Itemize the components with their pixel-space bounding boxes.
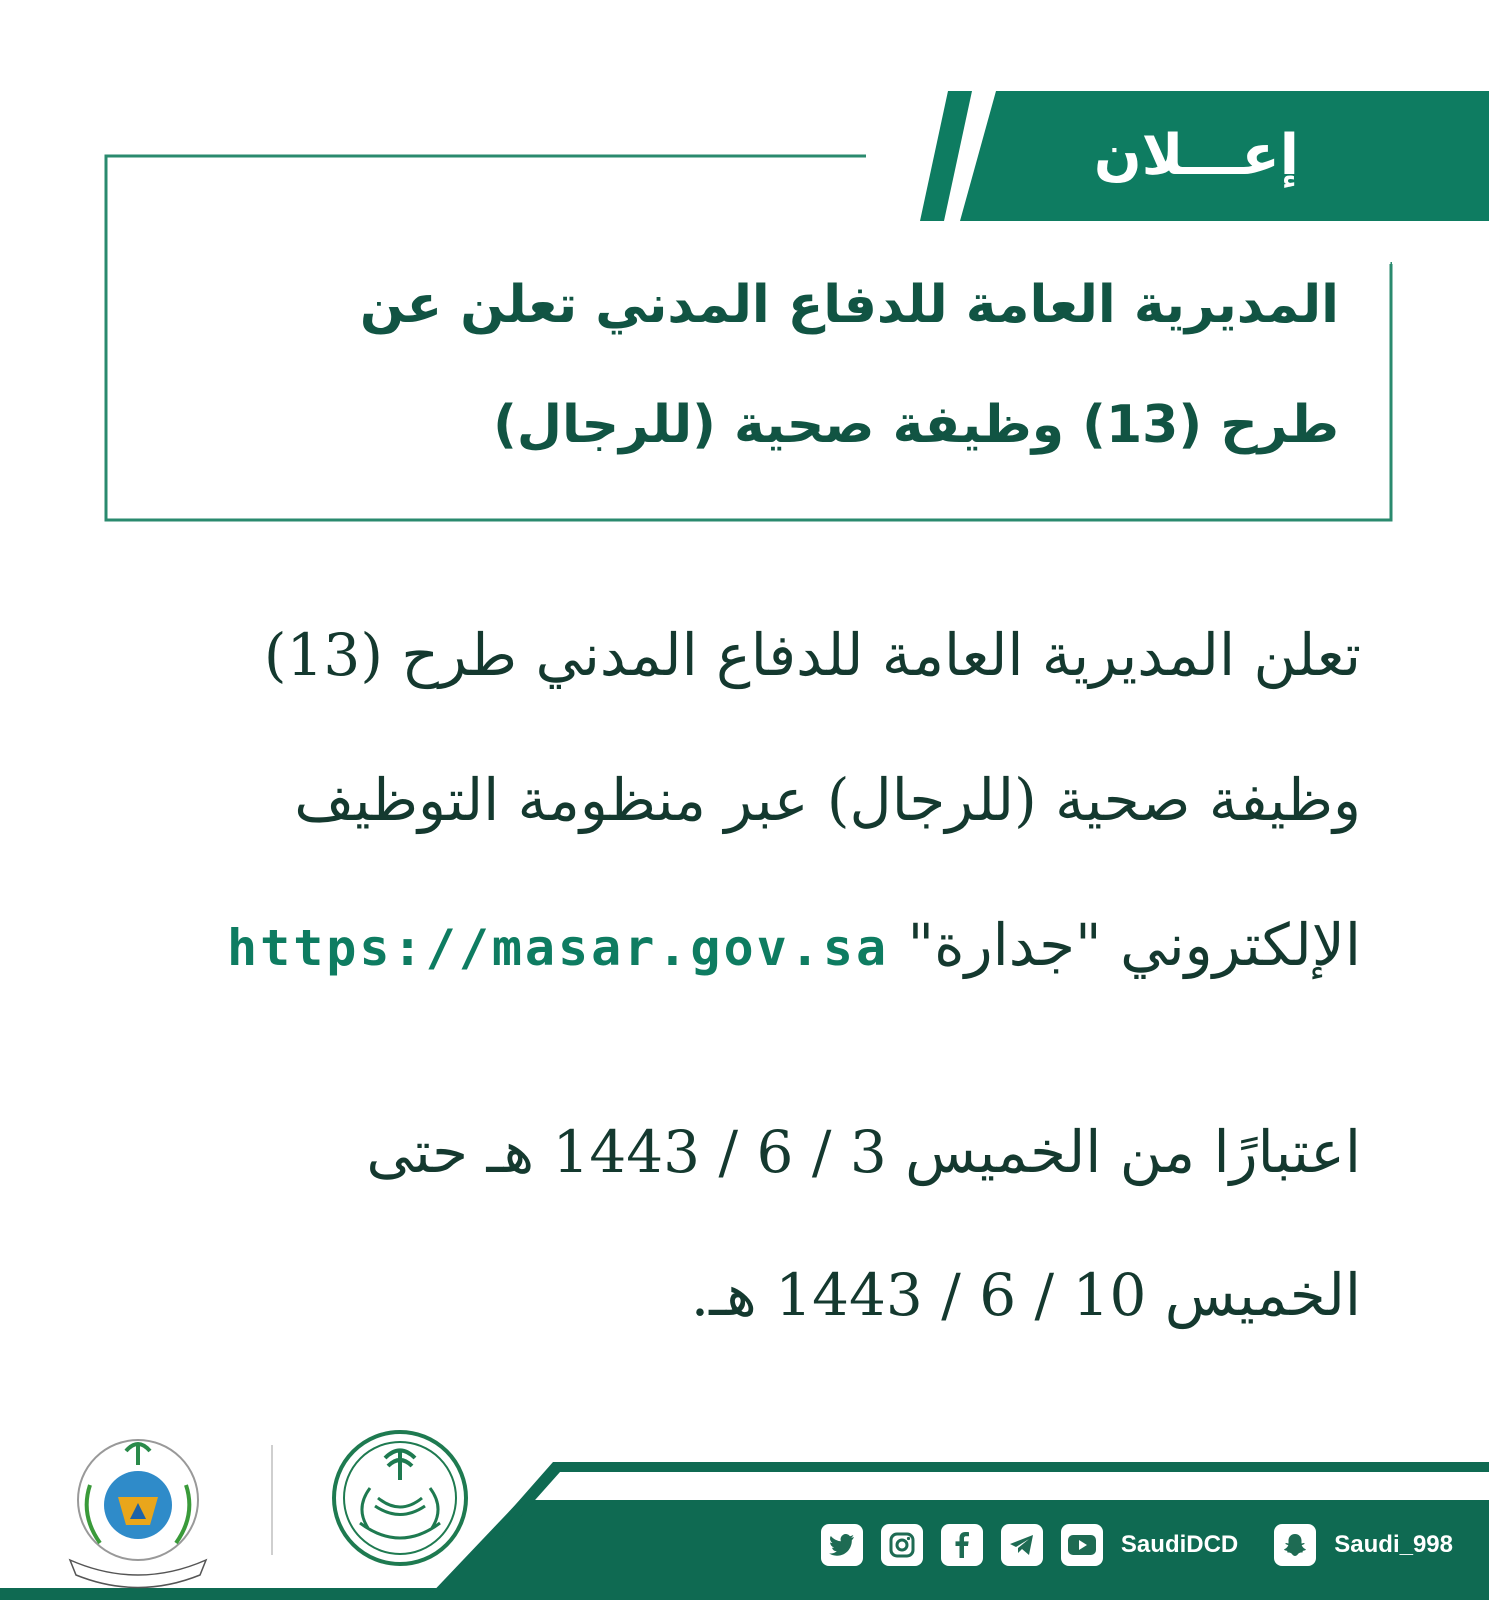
body-line-3-text: الإلكتروني "جدارة" xyxy=(907,911,1361,979)
telegram-icon[interactable] xyxy=(1001,1524,1043,1566)
body-line-3 xyxy=(61,905,1361,988)
title-line-1: المديرية العامة للدفاع المدني تعلن عن xyxy=(359,275,1339,335)
body-line-2: وظيفة صحية (للرجال) عبر منظومة التوظيف xyxy=(294,766,1361,834)
social-handle-main: SaudiDCD xyxy=(1120,1531,1239,1558)
body-line-1: تعلن المديرية العامة للدفاع المدني طرح (13) xyxy=(263,621,1361,689)
social-links xyxy=(821,1520,1453,1570)
social-handle-snapchat: Saudi_998 xyxy=(1334,1531,1453,1558)
ministry-of-interior-logo xyxy=(330,1428,470,1568)
body-line-4: اعتبارًا من الخميس 3 / 6 / 1443 هـ حتى xyxy=(366,1118,1361,1186)
body-line-5: الخميس 10 / 6 / 1443 هـ. xyxy=(690,1261,1361,1329)
announcement-label: إعـــلان xyxy=(1093,123,1299,188)
youtube-icon[interactable] xyxy=(1061,1524,1103,1566)
facebook-icon[interactable] xyxy=(941,1524,983,1566)
civil-defense-logo xyxy=(60,1425,215,1590)
instagram-icon[interactable] xyxy=(881,1524,923,1566)
title-line-2: طرح (13) وظيفة صحية (للرجال) xyxy=(493,395,1339,455)
logo-divider xyxy=(271,1445,273,1555)
snapchat-icon[interactable] xyxy=(1274,1524,1316,1566)
twitter-icon[interactable] xyxy=(821,1524,863,1566)
jadarah-url-link[interactable]: https://masar.gov.sa xyxy=(227,919,890,977)
